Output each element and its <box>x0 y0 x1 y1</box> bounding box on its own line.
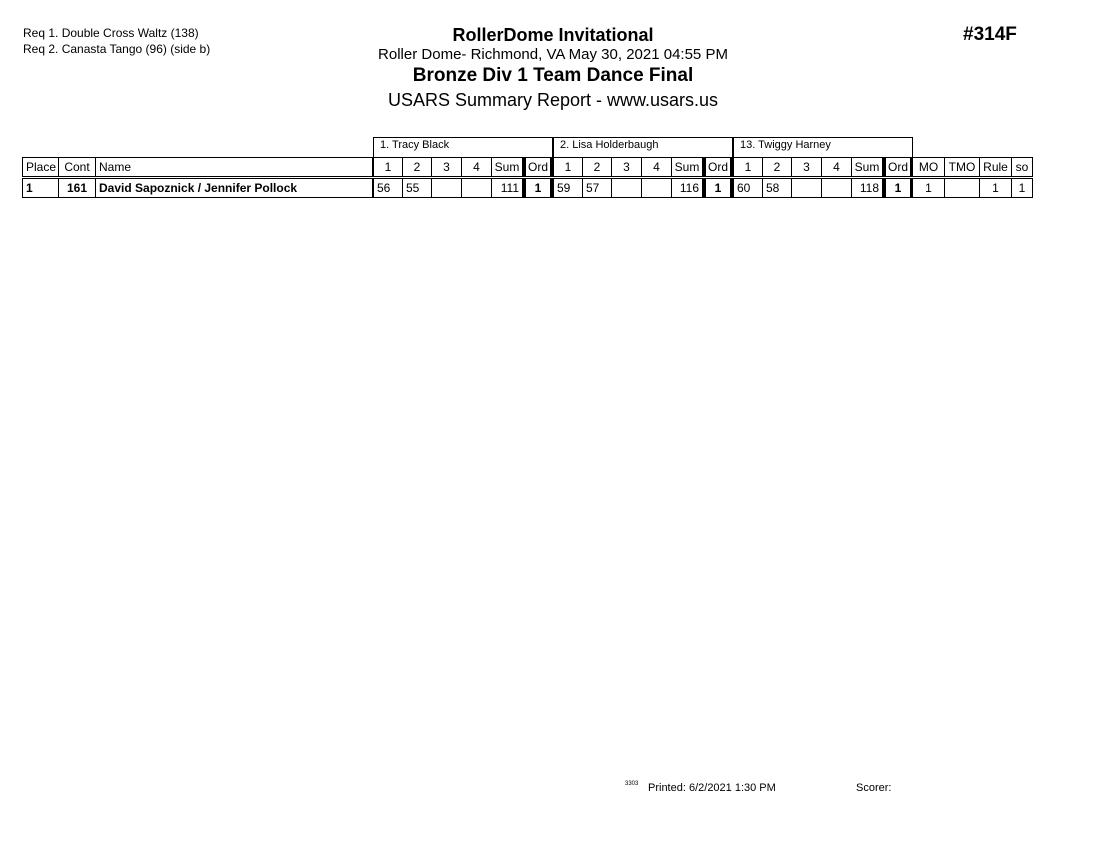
score-sum: 116 <box>672 178 703 198</box>
col-header-sum: Sum <box>672 157 703 177</box>
col-header-d2: 2 <box>583 157 612 177</box>
col-header-d2: 2 <box>763 157 792 177</box>
score-d1: 56 <box>373 178 403 198</box>
event-number: #314F <box>963 24 1017 45</box>
col-header-ord: Ord <box>703 157 733 177</box>
score-d4 <box>462 178 492 198</box>
score-d3 <box>792 178 822 198</box>
col-header-d3: 3 <box>612 157 642 177</box>
col-header-d3: 3 <box>792 157 822 177</box>
requirement-2: Req 2. Canasta Tango (96) (side b) <box>23 42 211 56</box>
judge-name: 13. Twiggy Harney <box>733 137 913 157</box>
location-date: Roller Dome- Richmond, VA May 30, 2021 04:55 PM <box>378 46 728 63</box>
col-header-rule: Rule <box>980 157 1012 177</box>
col-header-d1: 1 <box>733 157 763 177</box>
judge-name: 2. Lisa Holderbaugh <box>553 137 733 157</box>
cell-tmo <box>945 178 980 198</box>
judge-name: 1. Tracy Black <box>373 137 553 157</box>
col-header-d4: 4 <box>642 157 672 177</box>
printed-date: Printed: 6/2/2021 1:30 PM <box>648 782 776 794</box>
requirement-1: Req 1. Double Cross Waltz (138) <box>23 26 199 40</box>
col-header-mo: MO <box>913 157 945 177</box>
col-header-place: Place <box>22 157 59 177</box>
score-ord: 1 <box>703 178 733 198</box>
score-ord: 1 <box>883 178 913 198</box>
col-header-ord: Ord <box>883 157 913 177</box>
col-header-sum: Sum <box>492 157 523 177</box>
score-ord: 1 <box>523 178 553 198</box>
cell-rule: 1 <box>980 178 1012 198</box>
competition-title: RollerDome Invitational <box>452 25 654 45</box>
score-d2: 58 <box>763 178 792 198</box>
cell-name: David Sapoznick / Jennifer Pollock <box>96 178 373 198</box>
col-header-d4: 4 <box>462 157 492 177</box>
col-header-d2: 2 <box>403 157 432 177</box>
report-title: USARS Summary Report - www.usars.us <box>387 90 719 110</box>
cell-mo: 1 <box>913 178 945 198</box>
cell-cont: 161 <box>59 178 96 198</box>
score-d1: 60 <box>733 178 763 198</box>
score-d4 <box>822 178 852 198</box>
col-header-d1: 1 <box>553 157 583 177</box>
score-d3 <box>612 178 642 198</box>
col-header-cont: Cont <box>59 157 96 177</box>
score-d2: 55 <box>403 178 432 198</box>
score-sum: 118 <box>852 178 883 198</box>
score-sum: 111 <box>492 178 523 198</box>
col-header-ord: Ord <box>523 157 553 177</box>
footer-code: 3303 <box>625 781 639 787</box>
score-d4 <box>642 178 672 198</box>
col-header-so: so <box>1012 157 1033 177</box>
cell-place: 1 <box>22 178 59 198</box>
col-header-d3: 3 <box>432 157 462 177</box>
col-header-name: Name <box>96 157 373 177</box>
cell-so: 1 <box>1012 178 1033 198</box>
score-d3 <box>432 178 462 198</box>
event-title: Bronze Div 1 Team Dance Final <box>412 65 694 86</box>
col-header-sum: Sum <box>852 157 883 177</box>
scorer-label: Scorer: <box>856 782 892 794</box>
col-header-tmo: TMO <box>945 157 980 177</box>
score-d2: 57 <box>583 178 612 198</box>
col-header-d4: 4 <box>822 157 852 177</box>
col-header-d1: 1 <box>373 157 403 177</box>
score-d1: 59 <box>553 178 583 198</box>
